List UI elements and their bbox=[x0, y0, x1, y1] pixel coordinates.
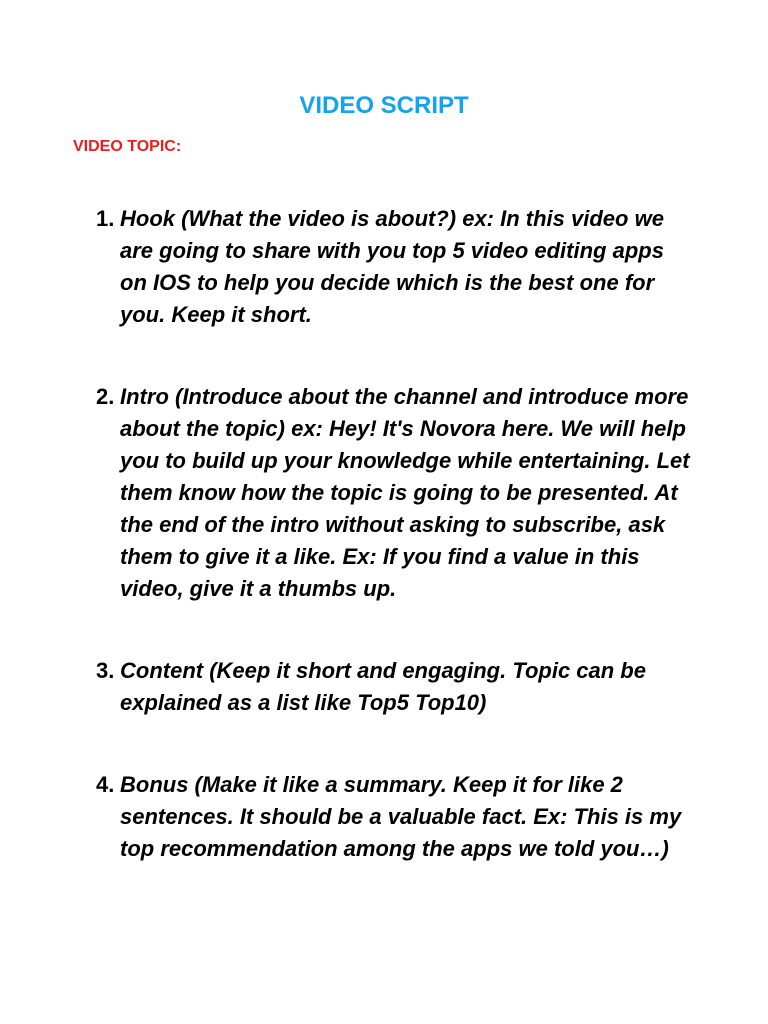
list-item-content bbox=[96, 655, 696, 719]
list-item-number: 3. bbox=[96, 658, 115, 683]
list-item-bonus bbox=[96, 769, 696, 865]
list-item-intro bbox=[96, 381, 696, 605]
list-item-text: Hook (What the video is about?) ex: In this video we are going to share with you top 5 video editing apps on IOS to help you decide which is the best one for you. Keep it short. bbox=[120, 206, 664, 327]
list-item-text: Bonus (Make it like a summary. Keep it for like 2 sentences. It should be a valuable fact. Ex: This is my top recommendation among the apps we told you…) bbox=[120, 772, 682, 861]
list-item-text: Content (Keep it short and engaging. Topic can be explained as a list like Top5 Top10) bbox=[120, 658, 646, 715]
document-title: VIDEO SCRIPT bbox=[299, 92, 469, 119]
script-sections-list bbox=[96, 203, 696, 915]
video-topic-label: VIDEO TOPIC: bbox=[73, 138, 182, 155]
list-item-number: 4. bbox=[96, 772, 115, 797]
list-item-text: Intro (Introduce about the channel and introduce more about the topic) ex: Hey! It's Novora here. We will help you to build up your knowledge while entertaining. Let them know how the topic is going to be presented. At the end of the intro without asking to subscribe, ask them to give it a like. Ex: If you find a value in this video, give it a thumbs up. bbox=[120, 384, 690, 601]
list-item-number: 1. bbox=[96, 206, 115, 231]
list-item-hook bbox=[96, 203, 696, 331]
list-item-number: 2. bbox=[96, 384, 115, 409]
